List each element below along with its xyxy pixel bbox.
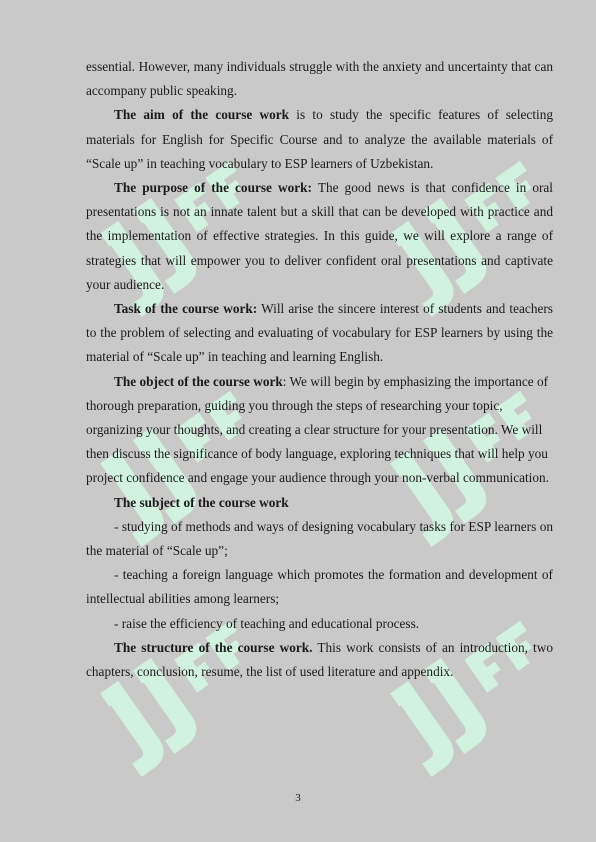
structure-paragraph [86,636,553,684]
purpose-text: The good news is that confidence in oral presentations is not an innate talent but a skill that can be developed with practice and the implementation of effective strategies. In this guide, we will explore a range of strategies that will empower you to deliver confident oral presentations and captivate your audience. [86,180,553,292]
object-text: : We will begin by emphasizing the importance of thorough preparation, guiding you through the steps of researching your topic, organizing your thoughts, and creating a clear structure for your presentation. We will then discuss the significance of body language, exploring techniques that will help you project confidence and engage your audience through your non-verbal communication. [86,373,550,486]
page-number: 3 [295,792,301,804]
aim-paragraph [86,103,553,176]
subject-list-item [86,563,553,611]
task-paragraph [86,297,553,370]
object-heading: The object of the course work [114,373,283,389]
subject-item-1-text: - studying of methods and ways of designing vocabulary tasks for ESP learners on the material of “Scale up”; [86,518,553,559]
aim-heading: The aim of the course work [114,107,290,123]
purpose-heading: The purpose of the course work: [114,180,312,196]
subject-list-item [86,515,553,563]
task-heading: Task of the course work: [114,301,258,317]
object-paragraph [86,370,553,491]
document-body [86,55,553,684]
intro-text: essential. However, many individuals struggle with the anxiety and uncertainty that can accompany public speaking. [86,59,553,99]
subject-item-3-text: - raise the efficiency of teaching and educational process. [114,615,420,631]
subject-heading: The subject of the course work [114,494,289,510]
subject-item-2-text: - teaching a foreign language which promotes the formation and development of intellectual abilities among learners; [86,567,553,607]
task-text: Will arise the sincere interest of students and teachers to the problem of selecting and evaluating of vocabulary for ESP learners by using the material of “Scale up” in teaching and learning English. [86,301,553,365]
intro-paragraph [86,55,553,103]
subject-list-item [86,612,553,636]
structure-text: This work consists of an introduction, two chapters, conclusion, resume, the list of used literature and appendix. [86,639,553,680]
structure-heading: The structure of the course work. [114,639,313,655]
subject-paragraph [86,491,553,515]
purpose-paragraph [86,176,553,297]
aim-text: is to study the specific features of selecting materials for English for Specific Course and to analyze the available materials of “Scale up” in teaching vocabulary to ESP learners of Uzbekistan. [86,107,554,171]
